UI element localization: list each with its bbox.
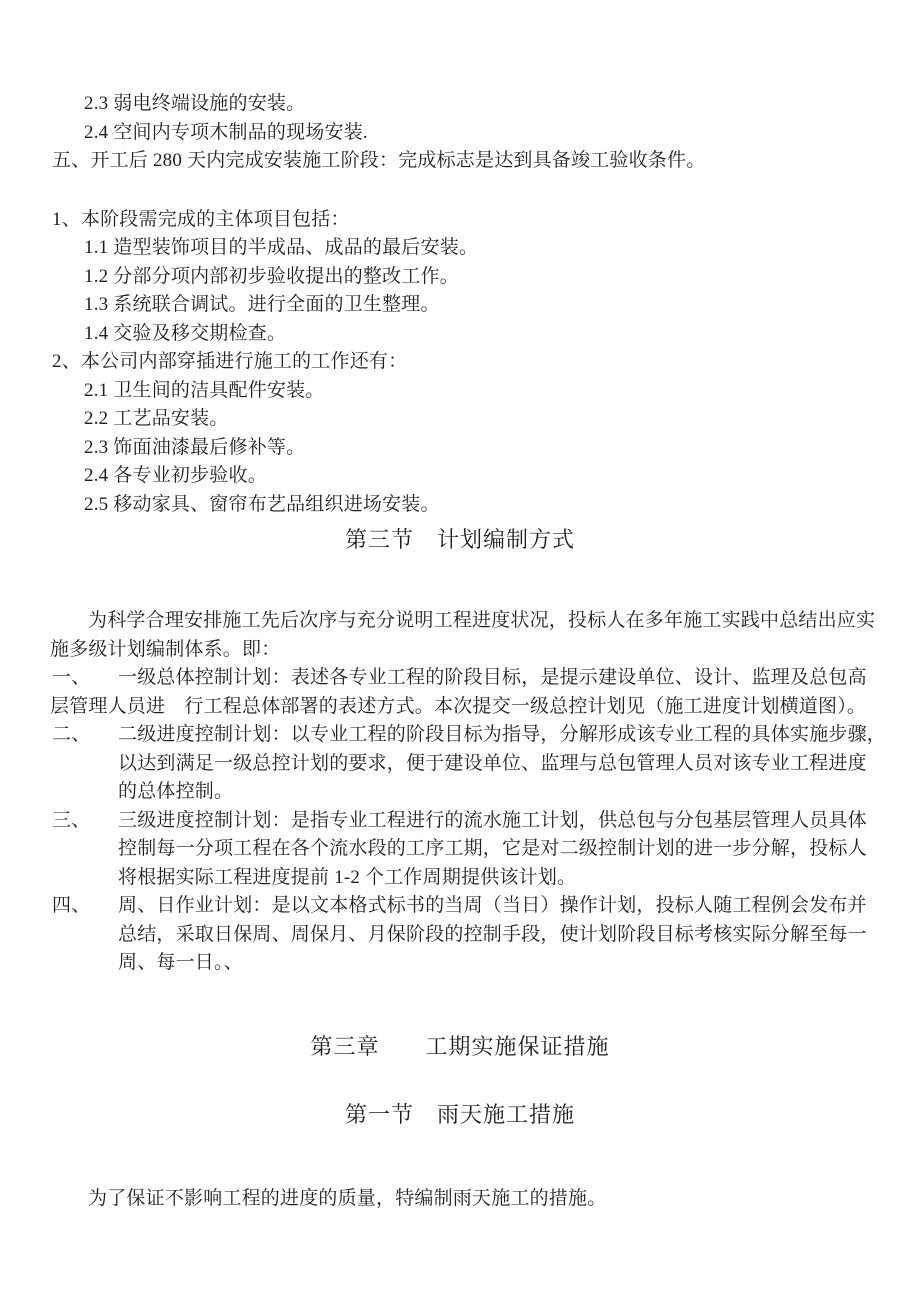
installation-completion-list — [0, 90, 920, 176]
text-line — [0, 949, 920, 978]
chapter-heading-schedule-guarantee: 第三章 工期实施保证措施 — [310, 1033, 610, 1059]
text-line — [0, 377, 920, 406]
text-line — [0, 291, 920, 320]
list-marker: 一、 — [52, 667, 91, 688]
line-text: 以达到满足一级总控计划的要求，便于建设单位、监理与总包管理人员对该专业工程进度 — [118, 752, 867, 774]
plan-method-paragraph — [0, 607, 920, 978]
text-line — [0, 320, 920, 349]
text-line — [0, 892, 920, 921]
line-text: 二级进度控制计划：以专业工程的阶段目标为指导，分解形成该专业工程的具体实施步骤， — [118, 724, 887, 745]
text-line — [0, 263, 920, 292]
line-text: 2.4 各专业初步验收。 — [84, 465, 267, 486]
line-text: 周、每一日。、 — [118, 952, 243, 973]
section-heading-rainy-construction: 第一节 雨天施工措施 — [344, 1101, 575, 1127]
text-line — [0, 119, 920, 148]
line-text: 1.4 交验及移交期检查。 — [84, 322, 287, 344]
line-text: 总结，采取日保周、周保月、月保阶段的控制手段，使计划阶段目标考核实际分解至每一 — [118, 923, 867, 945]
line-text: 将根据实际工程进度提前 1-2 个工作周期提供该计划。 — [118, 866, 577, 888]
phase-tasks-list — [0, 206, 920, 520]
line-text: 五、开工后 280 天内完成安装施工阶段：完成标志是达到具备竣工验收条件。 — [52, 150, 706, 171]
text-line — [0, 405, 920, 434]
list-marker: 二、 — [52, 724, 91, 745]
line-text: 周、日作业计划：是以文本格式标书的当周（当日）操作计划，投标人随工程例会发布并 — [118, 895, 867, 916]
text-line — [0, 491, 920, 520]
line-text: 一级总体控制计划：表述各专业工程的阶段目标，是提示建设单位、设计、监理及总包高 — [118, 667, 867, 688]
text-line — [0, 90, 920, 119]
line-text: 三级进度控制计划：是指专业工程进行的流水施工计划，供总包与分包基层管理人员具体 — [118, 809, 867, 831]
text-line — [0, 434, 920, 463]
list-marker: 三、 — [52, 809, 91, 831]
text-line — [0, 348, 920, 377]
line-text: 层管理人员进 行工程总体部署的表述方式。本次提交一级总控计划见（施工进度计划横道图）。 — [50, 695, 867, 717]
text-line — [0, 206, 920, 235]
line-text: 1.3 系统联合调试。进行全面的卫生整理。 — [84, 294, 440, 315]
line-text: 2.3 饰面油漆最后修补等。 — [84, 436, 306, 458]
closing-paragraph — [0, 1185, 920, 1214]
text-line — [0, 607, 920, 636]
text-line — [0, 750, 920, 779]
text-line — [0, 835, 920, 864]
line-text: 2.3 弱电终端设施的安装。 — [84, 93, 306, 114]
text-line — [0, 778, 920, 807]
text-line — [0, 664, 920, 693]
text-line — [0, 1185, 920, 1214]
line-text: 控制每一分项工程在各个流水段的工序工期，它是对二级控制计划的进一步分解，投标人 — [118, 838, 867, 859]
line-text: 2.5 移动家具、窗帘布艺品组织进场安装。 — [84, 493, 440, 515]
line-text: 为了保证不影响工程的进度的质量，特编制雨天施工的措施。 — [88, 1187, 607, 1209]
line-text: 施多级计划编制体系。即： — [50, 638, 281, 660]
line-text: 2.1 卫生间的洁具配件安装。 — [84, 379, 325, 401]
line-text: 1.2 分部分项内部初步验收提出的整改工作。 — [84, 265, 459, 287]
list-marker: 四、 — [52, 895, 91, 916]
text-line — [0, 693, 920, 722]
section-heading-plan-method: 第三节 计划编制方式 — [344, 527, 575, 552]
line-text: 2、本公司内部穿插进行施工的工作还有： — [52, 351, 408, 372]
line-text: 1.1 造型装饰项目的半成品、成品的最后安装。 — [84, 237, 479, 258]
text-line — [0, 921, 920, 950]
line-text: 的总体控制。 — [118, 781, 234, 802]
text-line — [0, 721, 920, 750]
line-text: 1、本阶段需完成的主体项目包括： — [52, 208, 350, 230]
text-line — [0, 462, 920, 491]
line-text: 2.2 工艺品安装。 — [84, 408, 229, 429]
text-line — [0, 234, 920, 263]
text-line — [0, 147, 920, 176]
text-line — [0, 636, 920, 665]
text-line — [0, 807, 920, 836]
text-line — [0, 864, 920, 893]
line-text: 2.4 空间内专项木制品的现场安装. — [84, 121, 368, 143]
line-text: 为科学合理安排施工先后次序与充分说明工程进度状况，投标人在多年施工实践中总结出应实 — [88, 610, 876, 631]
